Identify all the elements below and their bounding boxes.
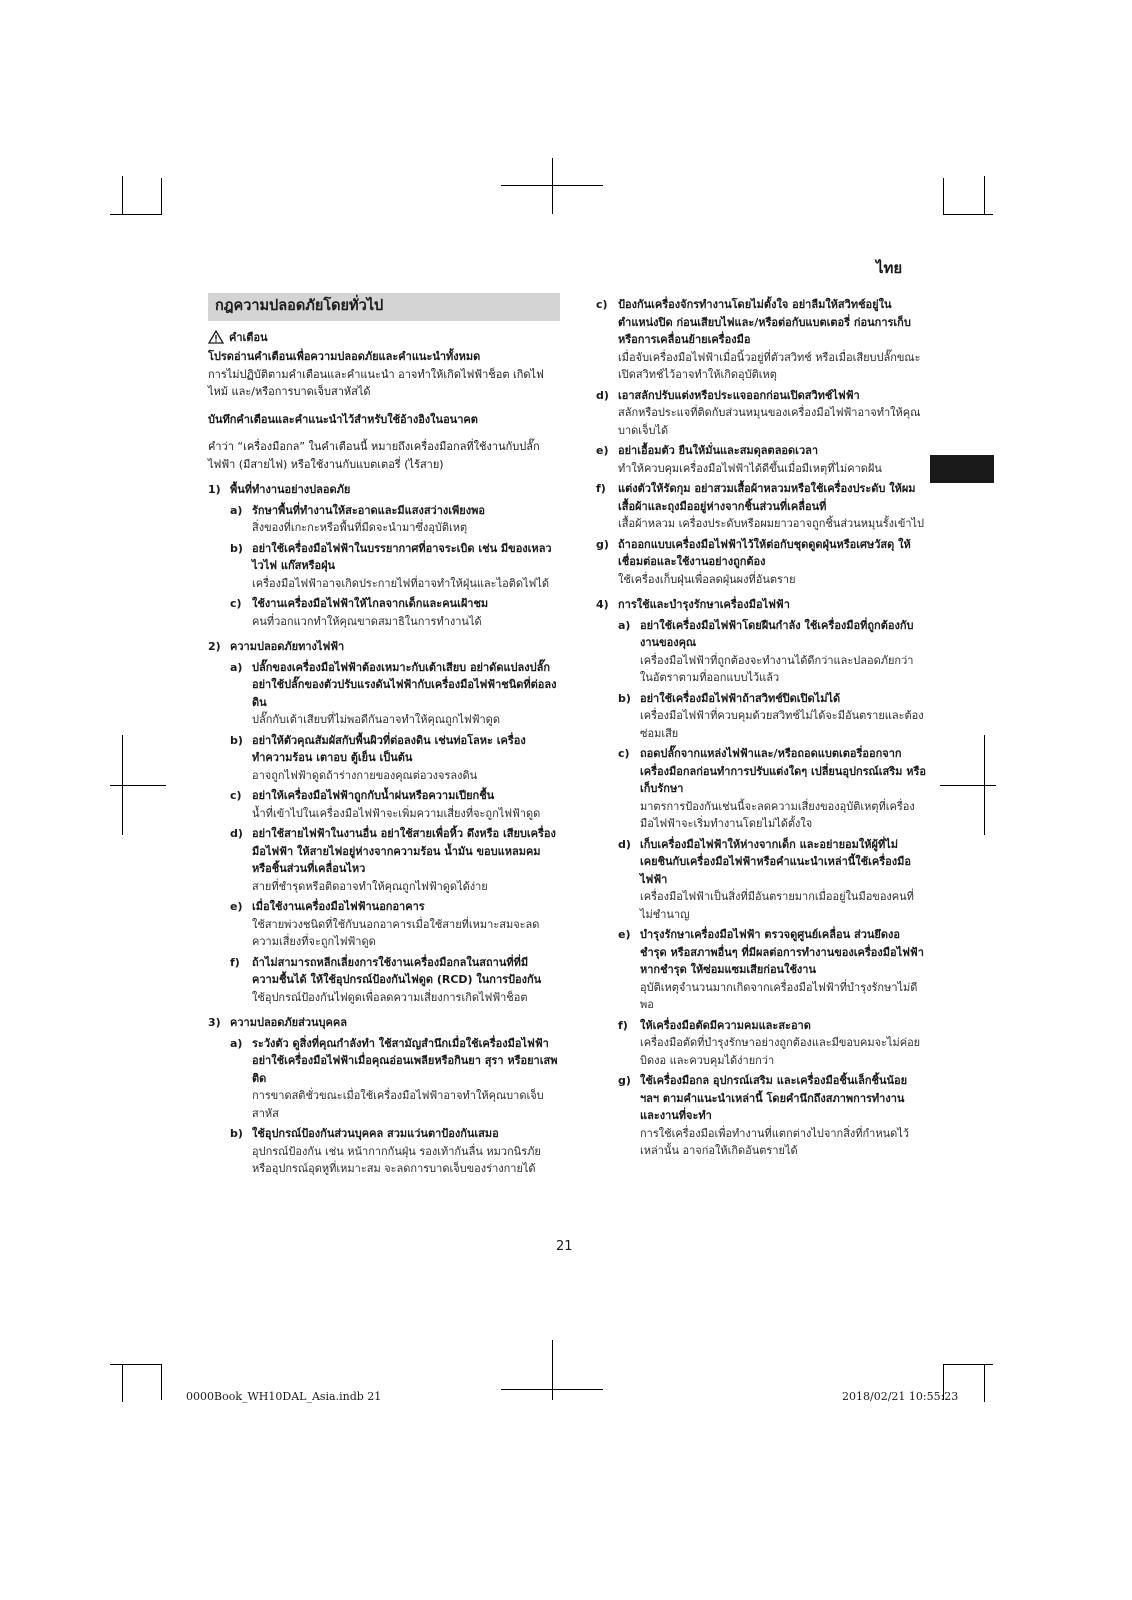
list-item [618, 836, 926, 924]
list-item [230, 825, 560, 895]
list-item [230, 954, 560, 1007]
list-item [596, 296, 926, 384]
section-number: 4) [596, 598, 609, 611]
item-heading: ใช้อุปกรณ์ป้องกันส่วนบุคคล สวมแว่นตาป้องกันเสมอ [252, 1127, 499, 1140]
crop-mark [552, 158, 553, 214]
list-item [230, 540, 560, 593]
item-heading: ให้เครื่องมือตัดมีความคมและสะอาด [640, 1018, 811, 1032]
list-item [230, 732, 560, 785]
item-content [618, 536, 926, 589]
item-letter: a) [618, 618, 631, 632]
item-description: ปลั๊กกับเต้าเสียบที่ไม่พอดีกันอาจทำให้คุณถูกไฟฟ้าดูด [252, 713, 500, 726]
item-description: เครื่องมือไฟฟ้าอาจเกิดประกายไฟที่อาจทำให้ฝุ่นและไอติดไฟได้ [252, 576, 549, 590]
item-content [252, 732, 560, 785]
term-definition: คำว่า “เครื่องมือกล” ในคำเตือนนี้ หมายถึงเครื่องมือกลที่ใช้งานกับปลั๊กไฟฟ้า (มีสายไฟ) หรือใช้งานกับแบตเตอรี่ (ไร้สาย) [208, 440, 540, 471]
item-heading: เมื่อใช้งานเครื่องมือไฟฟ้านอกอาคาร [252, 900, 425, 913]
item-description: สิ่งของที่เกะกะหรือพื้นที่มืดจะนำมาซึ่งอุบัติเหตุ [252, 521, 468, 534]
item-heading: อย่าให้เครื่องมือไฟฟ้าถูกกับน้ำฝนหรือความเปียกชื้น [252, 789, 495, 802]
item-content [252, 502, 560, 537]
section-heading [208, 481, 560, 499]
item-letter: b) [230, 1127, 243, 1140]
save-instructions: บันทึกคำเตือนและคำแนะนำไว้สำหรับใช้อ้างอิงในอนาคต [208, 412, 478, 426]
section-heading [208, 638, 560, 656]
list-item [230, 595, 560, 630]
item-content [252, 659, 560, 729]
item-description: อุปกรณ์ป้องกัน เช่น หน้ากากกันฝุ่น รองเท้ากันลื่น หมวกนิรภัย หรืออุปกรณ์อุดหูที่เหมาะสม จะลดการบาดเจ็บของร่างกายได้ [252, 1144, 541, 1175]
item-description: ใช้อุปกรณ์ป้องกันไฟดูดเพื่อลดความเสี่ยงการเกิดไฟฟ้าช็อต [252, 990, 528, 1004]
item-content [640, 1072, 926, 1160]
list-item [230, 898, 560, 951]
section-number: 2) [208, 640, 221, 653]
item-content [640, 745, 926, 833]
item-letter: f) [596, 482, 606, 495]
item-description: ใช้สายพ่วงชนิดที่ใช้กับนอกอาคารเมื่อใช้สายที่เหมาะสมจะลดความเสี่ยงที่จะถูกไฟฟ้าดูด [252, 917, 540, 948]
item-content [640, 690, 926, 743]
item-heading: เอาสลักปรับแต่งหรือประแจออกก่อนเปิดสวิทช์ไฟฟ้า [618, 388, 860, 402]
item-content [252, 954, 560, 1007]
list-item [596, 387, 926, 440]
list-item [618, 690, 926, 743]
item-content [252, 540, 560, 593]
section-4 [596, 596, 926, 1160]
warning-triangle-icon [208, 330, 224, 344]
item-content [252, 595, 560, 630]
item-description: ใช้เครื่องเก็บฝุ่นเพื่อลดฝุ่นผงที่อันตราย [618, 572, 796, 586]
list-item [618, 1072, 926, 1160]
item-letter: c) [618, 747, 630, 760]
item-letter: g) [618, 1074, 631, 1087]
section-label: ความปลอดภัยทางไฟฟ้า [230, 640, 345, 653]
section-number: 1) [208, 483, 221, 496]
intro-bold: โปรดอ่านคำเตือนเพื่อความปลอดภัยและคำแนะนำทั้งหมด [208, 350, 481, 363]
item-content [618, 480, 926, 533]
item-heading: ป้องกันเครื่องจักรทำงานโดยไม่ตั้งใจ อย่าลืมให้สวิทช์อยู่ในตำแหน่งปิด ก่อนเสียบไฟและ/หรือต่อกับแบตเตอรี่ ก่อนการเก็บ หรือการเคลื่อนย้ายเครื่องมือ [618, 298, 911, 346]
language-label: ไทย [876, 259, 903, 277]
crop-mark [984, 1364, 985, 1402]
item-letter: e) [596, 444, 609, 457]
item-letter: f) [618, 1018, 628, 1032]
item-content [640, 1017, 926, 1070]
crop-mark [943, 1364, 993, 1365]
crop-mark [984, 735, 985, 835]
item-description: เครื่องมือไฟฟ้าเป็นสิ่งที่มีอันตรายมากเมื่ออยู่ในมือของคนที่ไม่ชำนาญ [640, 890, 914, 921]
item-content [618, 387, 926, 440]
item-heading: ระวังตัว ดูสิ่งที่คุณกำลังทำ ใช้สามัญสำนึกเมื่อใช้เครื่องมือไฟฟ้า อย่าใช้เครื่องมือไฟฟ้าเมื่อคุณอ่อนเพลียหรือกินยา สุรา หรือยาเสพติด [252, 1036, 558, 1085]
section-heading [208, 1014, 560, 1032]
item-heading: บำรุงรักษาเครื่องมือไฟฟ้า ตรวจดูศูนย์เคลื่อน ส่วนยึดงอ ชำรุด หรือสภาพอื่นๆ ที่มีผลต่อการทำงานของเครื่องมือไฟฟ้า หากชำรุด ให้ซ่อมแซมเสียก่อนใช้งาน [640, 928, 924, 976]
item-content [618, 442, 926, 477]
item-letter: a) [230, 1036, 243, 1050]
section-items [230, 1035, 560, 1178]
list-item [230, 1125, 560, 1178]
list-item [230, 659, 560, 729]
item-description: สายที่ชำรุดหรือติดอาจทำให้คุณถูกไฟฟ้าดูดได้ง่าย [252, 879, 488, 893]
crop-mark [122, 735, 123, 835]
item-description: เมื่อจับเครื่องมือไฟฟ้าเมื่อนิ้วอยู่ที่ตัวสวิทช์ หรือเมื่อเสียบปลั๊กขณะเปิดสวิทช์ไว้อาจทำให้เกิดอุบัติเหตุ [618, 350, 921, 381]
item-description: เครื่องมือไฟฟ้าที่ถูกต้องจะทำงานได้ดีกว่าและปลอดภัยกว่า ในอัตราตามที่ออกแบบไว้แล้ว [640, 653, 914, 684]
item-heading: อย่าใช้เครื่องมือไฟฟ้าถ้าสวิทช์ปิดเปิดไม่ได้ [640, 691, 841, 705]
item-content [252, 825, 560, 895]
crop-mark [110, 785, 166, 786]
item-letter: d) [618, 837, 631, 851]
language-tab-marker [930, 455, 994, 483]
crop-mark [161, 178, 162, 214]
item-letter: b) [230, 733, 243, 747]
item-description: สลักหรือประแจที่ติดกับส่วนหมุนของเครื่องมือไฟฟ้าอาจทำให้คุณบาดเจ็บได้ [618, 406, 921, 437]
list-item [596, 536, 926, 589]
section-label: ความปลอดภัยส่วนบุคคล [230, 1016, 347, 1029]
item-content [640, 617, 926, 687]
item-description: เสื้อผ้าหลวม เครื่องประดับหรือผมยาวอาจถูกชิ้นส่วนหมุนรั้งเข้าไป [618, 517, 925, 530]
crop-mark [122, 1364, 123, 1402]
item-letter: b) [618, 691, 631, 705]
crop-mark [943, 178, 944, 214]
item-content [640, 926, 926, 1014]
section-items [230, 502, 560, 631]
item-heading: เก็บเครื่องมือไฟฟ้าให้ห่างจากเด็ก และอย่ายอมให้ผู้ที่ไม่เคยชินกับเครื่องมือไฟฟ้าหรือคำแนะนำเหล่านี้ใช้เครื่องมือไฟฟ้า [640, 837, 911, 886]
item-content [252, 898, 560, 951]
item-letter: e) [618, 928, 631, 941]
list-item [230, 502, 560, 537]
item-heading: อย่าใช้สายไฟฟ้าในงานอื่น อย่าใช้สายเพื่อหิ้ว ดึงหรือ เสียบเครื่องมือไฟฟ้า ให้สายไฟอยู่ห่างจากความร้อน น้ำมัน ขอบแหลมคมหรือชิ้นส่วนที่เคลื่อนไหว [252, 827, 556, 875]
item-content [252, 787, 560, 822]
item-heading: อย่าเอื้อมตัว ยืนให้มั่นและสมดุลตลอดเวลา [618, 444, 819, 457]
item-description: เครื่องมือตัดที่บำรุงรักษาอย่างถูกต้องและมีขอบคมจะไม่ค่อยบิดงอ และควบคุมได้ง่ายกว่า [640, 1036, 921, 1067]
intro-text: การไม่ปฏิบัติตามคำเตือนและคำแนะนำ อาจทำให้เกิดไฟฟ้าช็อต เกิดไฟไหม้ และ/หรือการบาดเจ็บสาหัสได้ [208, 367, 544, 398]
item-description: ทำให้ควบคุมเครื่องมือไฟฟ้าได้ดีขึ้นเมื่อมีเหตุที่ไม่คาดฝัน [618, 461, 882, 475]
item-heading: รักษาพื้นที่ทำงานให้สะอาดและมีแสงสว่างเพียงพอ [252, 503, 485, 517]
list-item [618, 926, 926, 1014]
section-label: การใช้และบำรุงรักษาเครื่องมือไฟฟ้า [618, 598, 790, 611]
item-heading: อย่าใช้เครื่องมือไฟฟ้าในบรรยากาศที่อาจระเบิด เช่น มีของเหลวไวไฟ แก๊สหรือฝุ่น [252, 541, 552, 572]
item-description: การใช้เครื่องมือเพื่อทำงานที่แตกต่างไปจากสิ่งที่กำหนดไว้เหล่านั้น อาจก่อให้เกิดอันตรายได้ [640, 1126, 909, 1157]
list-item [596, 480, 926, 533]
crop-mark [110, 214, 162, 215]
item-description: คนที่วอกแวกทำให้คุณขาดสมาธิในการทำงานได้ [252, 614, 482, 628]
list-item [618, 617, 926, 687]
list-item [230, 787, 560, 822]
page-number: 21 [556, 1239, 573, 1254]
item-heading: ถ้าไม่สามารถหลีกเลี่ยงการใช้งานเครื่องมือกลในสถานที่ที่มีความชื้นได้ ให้ใช้อุปกรณ์ป้องกันไฟดูด (RCD) ในการป้องกัน [252, 955, 542, 986]
item-description: เครื่องมือไฟฟ้าที่ควบคุมด้วยสวิทช์ไม่ได้จะมีอันตรายและต้องซ่อมเสีย [640, 709, 924, 740]
list-item [230, 1035, 560, 1123]
crop-mark [122, 176, 123, 214]
left-sections [208, 481, 560, 1178]
crop-mark [161, 1364, 162, 1400]
item-letter: e) [230, 900, 243, 913]
footer-date: 2018/02/21 10:55:23 [842, 1390, 959, 1403]
crop-mark [940, 785, 996, 786]
warning-heading [208, 329, 560, 347]
item-letter: f) [230, 955, 240, 969]
right-column [596, 293, 926, 1160]
item-heading: อย่าให้ตัวคุณสัมผัสกับพื้นผิวที่ต่อลงดิน เช่นท่อโลหะ เครื่องทำความร้อน เตาอบ ตู้เย็น เป็นต้น [252, 733, 526, 764]
section-heading [596, 596, 926, 614]
item-letter: d) [230, 827, 243, 840]
section-title: กฎความปลอดภัยโดยทั่วไป [208, 293, 560, 321]
item-letter: d) [596, 388, 609, 402]
item-heading: ถอดปลั๊กจากแหล่งไฟฟ้าและ/หรือถอดแบตเตอรี่ออกจากเครื่องมือกลก่อนทำการปรับแต่งใดๆ เปลี่ยนอุปกรณ์เสริม หรือเก็บรักษา [640, 747, 926, 795]
item-description: มาตรการป้องกันเช่นนี้จะลดความเสี่ยงของอุบัติเหตุที่เครื่องมือไฟฟ้าจะเริ่มทำงานโดยไม่ได้ตั้งใจ [640, 799, 915, 830]
item-letter: a) [230, 660, 243, 674]
item-heading: ถ้าออกแบบเครื่องมือไฟฟ้าไว้ให้ต่อกับชุดดูดฝุ่นหรือเศษวัสดุ ให้เชื่อมต่อและใช้งานอย่างถูกต้อง [618, 537, 911, 568]
item-letter: g) [596, 537, 609, 551]
item-letter: b) [230, 541, 243, 555]
item-description: การขาดสติชั่วขณะเมื่อใช้เครื่องมือไฟฟ้าอาจทำให้คุณบาดเจ็บสาหัส [252, 1089, 544, 1120]
left-column [208, 293, 560, 1178]
crop-mark [552, 1340, 553, 1400]
section-number: 3) [208, 1016, 221, 1029]
item-content [640, 836, 926, 924]
item-heading: อย่าใช้เครื่องมือไฟฟ้าโดยฝืนกำลัง ใช้เครื่องมือที่ถูกต้องกับงานของคุณ [640, 618, 914, 649]
item-letter: c) [230, 789, 242, 802]
item-heading: ปลั๊กของเครื่องมือไฟฟ้าต้องเหมาะกับเต้าเสียบ อย่าดัดแปลงปลั๊ก อย่าใช้ปลั๊กของตัวปรับแรงดันไฟฟ้ากับเครื่องมือไฟฟ้าชนิดที่ต่อลงดิน [252, 660, 557, 709]
item-content [618, 296, 926, 384]
right-items-top [596, 296, 926, 588]
crop-mark [984, 176, 985, 214]
item-description: อาจถูกไฟฟ้าดูดถ้าร่างกายของคุณต่อวงจรลงดิน [252, 768, 478, 782]
item-content [252, 1035, 560, 1123]
item-description: น้ำที่เข้าไปในเครื่องมือไฟฟ้าจะเพิ่มความเสี่ยงที่จะถูกไฟฟ้าดูด [252, 806, 541, 820]
section-items [618, 617, 926, 1160]
list-item [618, 1017, 926, 1070]
list-item [596, 442, 926, 477]
section-items [230, 659, 560, 1007]
footer-file: 0000Book_WH10DAL_Asia.indb 21 [186, 1390, 382, 1403]
list-item [618, 745, 926, 833]
item-description: อุบัติเหตุจำนวนมากเกิดจากเครื่องมือไฟฟ้าที่บำรุงรักษาไม่ดีพอ [640, 980, 918, 1011]
item-heading: ใช้งานเครื่องมือไฟฟ้าให้ไกลจากเด็กและคนเฝ้าชม [252, 597, 489, 610]
item-letter: a) [230, 503, 243, 517]
crop-mark [943, 214, 993, 215]
item-letter: c) [596, 298, 608, 311]
section-label: พื้นที่ทำงานอย่างปลอดภัย [230, 483, 351, 496]
item-heading: ใช้เครื่องมือกล อุปกรณ์เสริม และเครื่องมือชิ้นเล็กชิ้นน้อย ฯลฯ ตามคำแนะนำเหล่านี้ โดยคำนึกถึงสภาพการทำงาน และงานที่จะทำ [640, 1074, 908, 1122]
warning-label: คำเตือน [229, 330, 268, 344]
item-content [252, 1125, 560, 1178]
crop-mark [110, 1364, 162, 1365]
item-heading: แต่งตัวให้รัดกุม อย่าสวมเสื้อผ้าหลวมหรือใช้เครื่องประดับ ให้ผม เสื้อผ้าและถุงมืออยู่ห่างจากชิ้นส่วนที่เคลื่อนที่ [618, 482, 916, 513]
item-letter: c) [230, 597, 242, 610]
